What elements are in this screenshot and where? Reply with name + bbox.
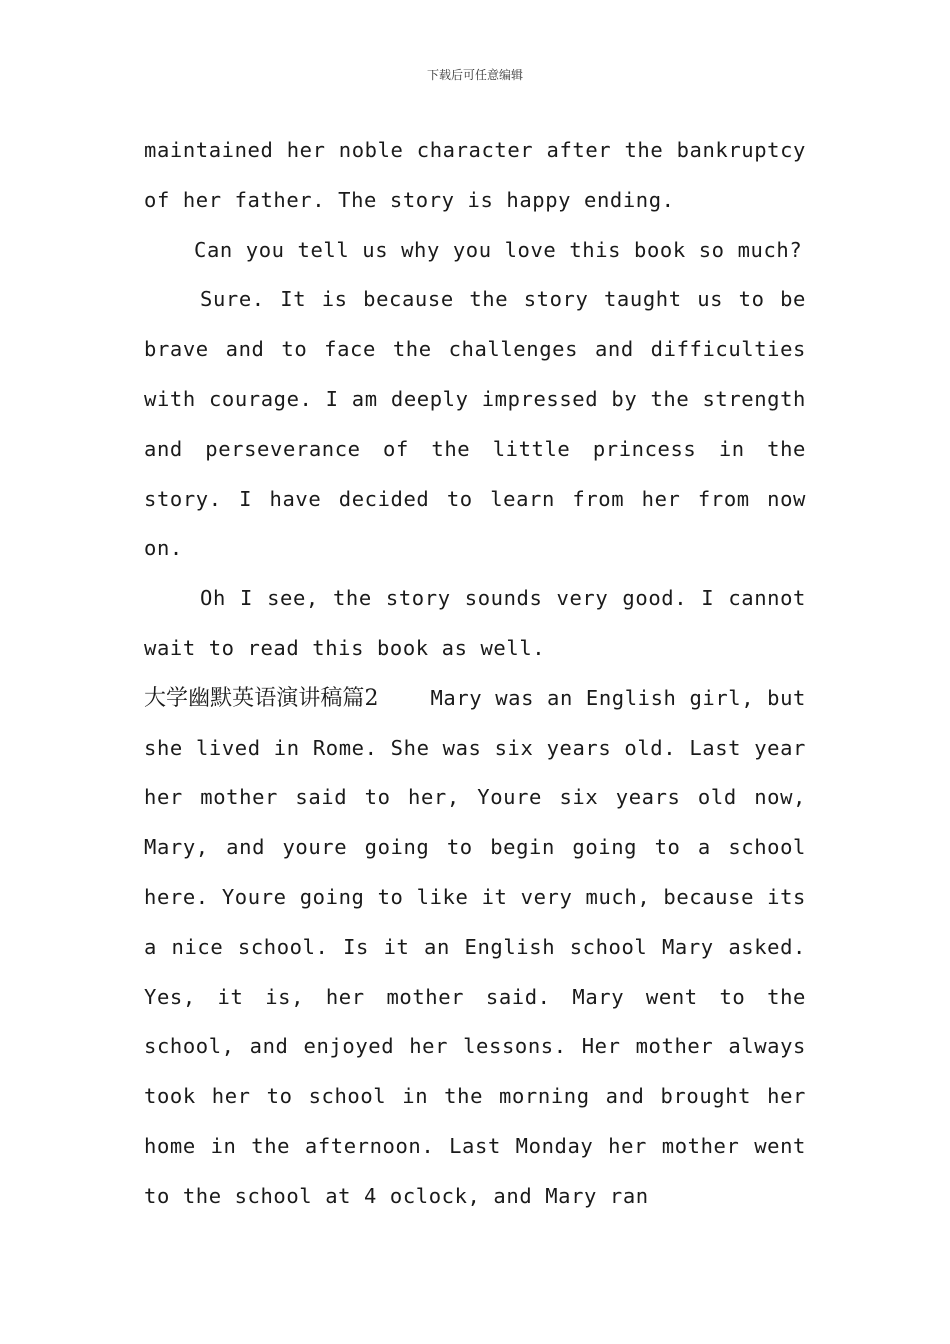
paragraph-1: maintained her noble character after the bankruptcy of her father. The story is happy ending. [144,138,806,212]
paragraph-4: Oh I see, the story sounds very good. I cannot wait to read this book as well. [144,586,806,660]
paragraph-5 [144,674,806,1222]
page-header: 下载后可任意编辑 [426,68,523,82]
section-heading: 大学幽默英语演讲稿篇2 [144,685,379,711]
paragraph-3: Sure. It is because the story taught us to be brave and to face the challenges and difficulties with courage. I am deeply impressed by the strength and perseverance of the little princess in the story. I have decided to learn from her from now on. [144,287,806,561]
document-body [144,126,806,1222]
paragraph-5-text: Mary was an English girl, but she lived in Rome. She was six years old. Last year her mother said to her, Youre six years old now, Mary, and youre going to begin going to a school here. Youre going to like it very much, because its a nice school. Is it an English school Mary asked. Yes, it is, her mother said. Mary went to the school, and enjoyed her lessons. Her mother always took her to school in the morning and brought her home in the afternoon. Last Monday her mother went to the school at 4 oclock, and Mary ran [144,685,806,1208]
paragraph-2: Can you tell us why you love this book so much? [194,237,803,262]
